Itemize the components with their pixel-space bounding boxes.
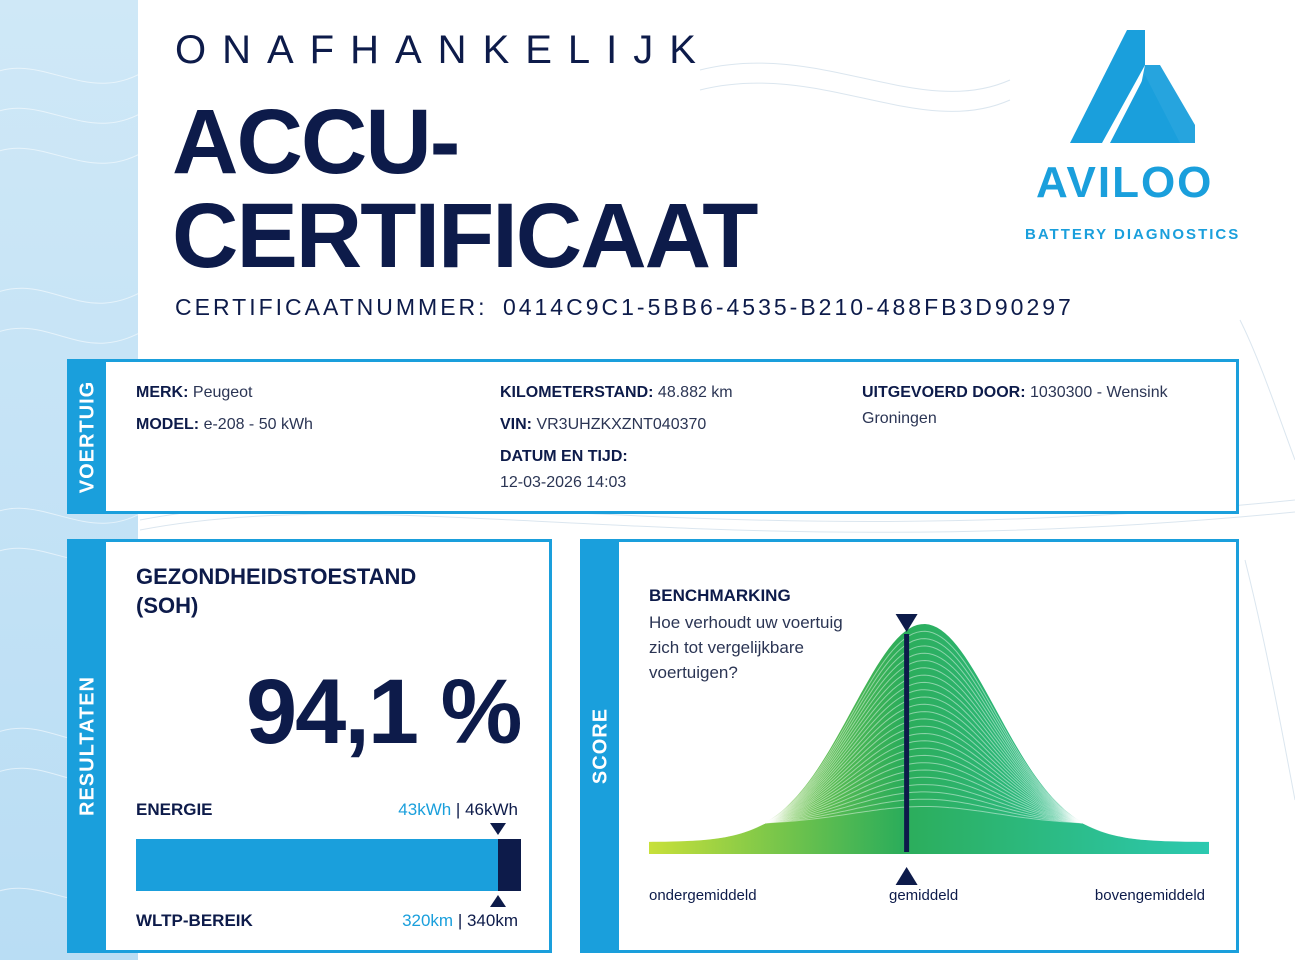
- odometer-value: 48.882 km: [657, 384, 733, 401]
- logo-wordmark: AVILOO: [1036, 158, 1214, 207]
- benchmarking-title: BENCHMARKING: [649, 586, 791, 605]
- performed-by-label: UITGEVOERD DOOR:: [862, 384, 1026, 401]
- range-label: WLTP-BEREIK: [136, 911, 253, 930]
- benchmarking-question: Hoe verhoudt uw voertuig zich tot vergelijkbare voertuigen?: [649, 613, 843, 682]
- vin-value: VR3UHZKXZNT040370: [536, 416, 707, 433]
- model-value: e-208 - 50 kWh: [203, 416, 313, 433]
- score-panel: [580, 539, 1239, 953]
- make-value: Peugeot: [192, 384, 253, 401]
- vehicle-tab-label: VOERTUIG: [76, 380, 99, 493]
- score-tab-label: SCORE: [589, 707, 612, 785]
- soh-bar: [136, 839, 521, 891]
- bell-curve-layer: [649, 624, 1209, 854]
- aviloo-logo-icon: [1020, 25, 1250, 245]
- results-tab-label: RESULTATEN: [76, 676, 99, 816]
- bell-curve-lines: [649, 624, 1209, 854]
- vehicle-panel-tab: [70, 362, 106, 511]
- vehicle-panel: [67, 359, 1239, 514]
- odometer-row: [500, 380, 733, 406]
- energy-current: 43kWh: [398, 800, 452, 819]
- energy-values: [398, 800, 518, 820]
- axis-label-low: ondergemiddeld: [649, 887, 757, 904]
- performed-by-row: [862, 380, 1222, 432]
- performed-by-value: 1030300 - Wensink Groningen: [862, 384, 1168, 427]
- datetime-label-row: [500, 444, 733, 470]
- axis-label-mid: gemiddeld: [889, 887, 959, 904]
- score-panel-tab: [583, 542, 619, 950]
- bar-marker-top-icon: [490, 823, 506, 835]
- energy-separator: |: [451, 800, 466, 819]
- vehicle-col-2: [500, 380, 733, 496]
- vin-row: [500, 412, 733, 438]
- bar-marker-bottom-icon: [490, 895, 506, 907]
- datetime-value: 12-03-2026 14:03: [500, 474, 627, 491]
- results-panel: [67, 539, 552, 953]
- datetime-label: DATUM EN TIJD:: [500, 448, 628, 465]
- logo-tagline: BATTERY DIAGNOSTICS: [1025, 226, 1241, 243]
- soh-bar-fill: [136, 839, 498, 891]
- vehicle-col-1: [136, 380, 313, 438]
- range-separator: |: [453, 911, 467, 930]
- model-row: [136, 412, 313, 438]
- certificate-number-label: CERTIFICAATNUMMER:: [175, 294, 488, 320]
- vehicle-col-3: [862, 380, 1222, 432]
- results-panel-tab: [70, 542, 106, 950]
- range-current: 320km: [402, 911, 454, 930]
- soh-title: GEZONDHEIDSTOESTAND (SOH): [136, 564, 417, 618]
- benchmark-bell-curve: [649, 612, 1209, 887]
- benchmark-marker-bottom-icon: [896, 867, 918, 885]
- soh-value: 94,1 %: [246, 661, 521, 763]
- title-line-1: ACCU-: [172, 91, 459, 193]
- range-values: [402, 911, 518, 931]
- energy-nominal: 46kWh: [465, 800, 518, 819]
- title-line-2: CERTIFICAAT: [172, 185, 757, 287]
- range-nominal: 340km: [466, 911, 518, 930]
- make-row: [136, 380, 313, 406]
- vin-label: VIN:: [500, 416, 532, 433]
- odometer-label: KILOMETERSTAND:: [500, 384, 654, 401]
- eyebrow-heading: ONAFHANKELIJK: [175, 28, 712, 72]
- energy-label: ENERGIE: [136, 800, 213, 819]
- axis-label-high: bovengemiddeld: [1094, 887, 1205, 904]
- certificate-number-value: 0414C9C1-5BB6-4535-B210-488FB3D90297: [502, 294, 1074, 320]
- certificate-number: [175, 294, 1074, 321]
- make-label: MERK:: [136, 384, 189, 401]
- model-label: MODEL:: [136, 416, 200, 433]
